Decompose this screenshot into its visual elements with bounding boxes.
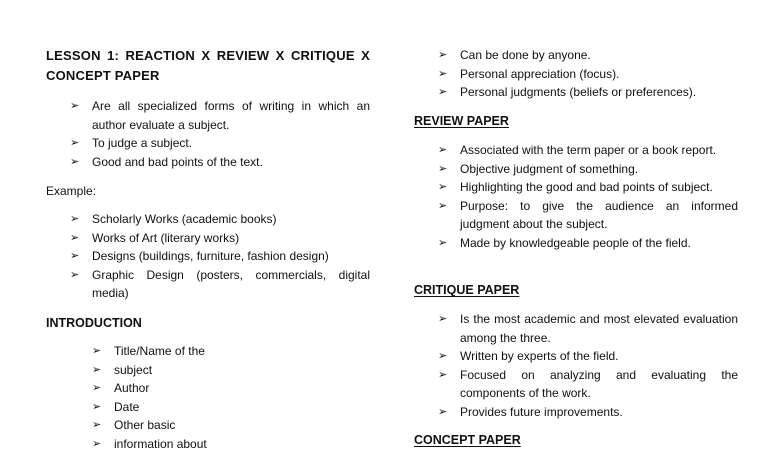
arrow-bullet-icon: ➢ — [438, 310, 454, 329]
concept-paper-heading: CONCEPT PAPER — [414, 432, 521, 448]
example-bullet-list — [70, 210, 370, 303]
arrow-bullet-icon: ➢ — [70, 153, 86, 172]
arrow-bullet-icon: ➢ — [92, 435, 108, 453]
arrow-bullet-icon: ➢ — [70, 210, 86, 229]
review-paper-heading: REVIEW PAPER — [414, 113, 509, 129]
arrow-bullet-icon: ➢ — [438, 83, 454, 102]
list-item: ➢ To judge a subject. — [70, 134, 370, 153]
introduction-bullet-list — [92, 342, 272, 453]
list-item: ➢ Title/Name of the — [92, 342, 272, 361]
arrow-bullet-icon: ➢ — [70, 229, 86, 248]
arrow-bullet-icon: ➢ — [92, 379, 108, 398]
lesson-title: LESSON 1: REACTION X REVIEW X CRITIQUE X CONCEPT PAPER — [46, 46, 370, 86]
arrow-bullet-icon: ➢ — [438, 347, 454, 366]
arrow-bullet-icon: ➢ — [438, 403, 454, 422]
arrow-bullet-icon: ➢ — [70, 266, 86, 285]
list-item: ➢ Works of Art (literary works) — [70, 229, 370, 248]
list-item: ➢ Made by knowledgeable people of the field. — [438, 234, 738, 253]
critique-paper-heading: CRITIQUE PAPER — [414, 282, 519, 298]
arrow-bullet-icon: ➢ — [92, 398, 108, 417]
list-item: ➢ Written by experts of the field. — [438, 347, 738, 366]
list-item: ➢ Can be done by anyone. — [438, 46, 738, 65]
arrow-bullet-icon: ➢ — [438, 160, 454, 179]
list-item: ➢ Provides future improvements. — [438, 403, 738, 422]
list-item: ➢ Focused on analyzing and evaluating the components of the work. — [438, 366, 738, 403]
arrow-bullet-icon: ➢ — [438, 178, 454, 197]
arrow-bullet-icon: ➢ — [438, 197, 454, 216]
list-item: ➢ Date — [92, 398, 272, 417]
arrow-bullet-icon: ➢ — [438, 234, 454, 253]
list-item: ➢ Scholarly Works (academic books) — [70, 210, 370, 229]
list-item: ➢ Personal judgments (beliefs or preferences). — [438, 83, 738, 102]
arrow-bullet-icon: ➢ — [438, 366, 454, 385]
arrow-bullet-icon: ➢ — [438, 65, 454, 84]
list-item: ➢ Designs (buildings, furniture, fashion design) — [70, 247, 370, 266]
arrow-bullet-icon: ➢ — [92, 361, 108, 380]
list-item: ➢ Associated with the term paper or a book report. — [438, 141, 738, 160]
arrow-bullet-icon: ➢ — [438, 46, 454, 65]
list-item: ➢ Author — [92, 379, 272, 398]
list-item: ➢ Highlighting the good and bad points of subject. — [438, 178, 738, 197]
arrow-bullet-icon: ➢ — [70, 247, 86, 266]
list-item: ➢ subject — [92, 361, 272, 380]
arrow-bullet-icon: ➢ — [92, 416, 108, 435]
example-label: Example: — [46, 182, 96, 200]
intro-bullet-list — [70, 97, 370, 171]
list-item: ➢ Graphic Design (posters, commercials, digital media) — [70, 266, 370, 303]
arrow-bullet-icon: ➢ — [92, 342, 108, 361]
arrow-bullet-icon: ➢ — [70, 97, 86, 116]
list-item: ➢ Good and bad points of the text. — [70, 153, 370, 172]
arrow-bullet-icon: ➢ — [438, 141, 454, 160]
list-item: ➢ information about — [92, 435, 272, 453]
arrow-bullet-icon: ➢ — [70, 134, 86, 153]
critique-bullet-list — [438, 310, 738, 421]
introduction-heading: INTRODUCTION — [46, 315, 142, 331]
list-item: ➢ Are all specialized forms of writing in which an author evaluate a subject. — [70, 97, 370, 134]
review-bullet-list — [438, 141, 738, 252]
reaction-bullet-list — [438, 46, 738, 102]
list-item: ➢ Personal appreciation (focus). — [438, 65, 738, 84]
list-item: ➢ Purpose: to give the audience an informed judgment about the subject. — [438, 197, 738, 234]
list-item: ➢ Other basic — [92, 416, 272, 435]
list-item: ➢ Objective judgment of something. — [438, 160, 738, 179]
list-item: ➢ Is the most academic and most elevated evaluation among the three. — [438, 310, 738, 347]
